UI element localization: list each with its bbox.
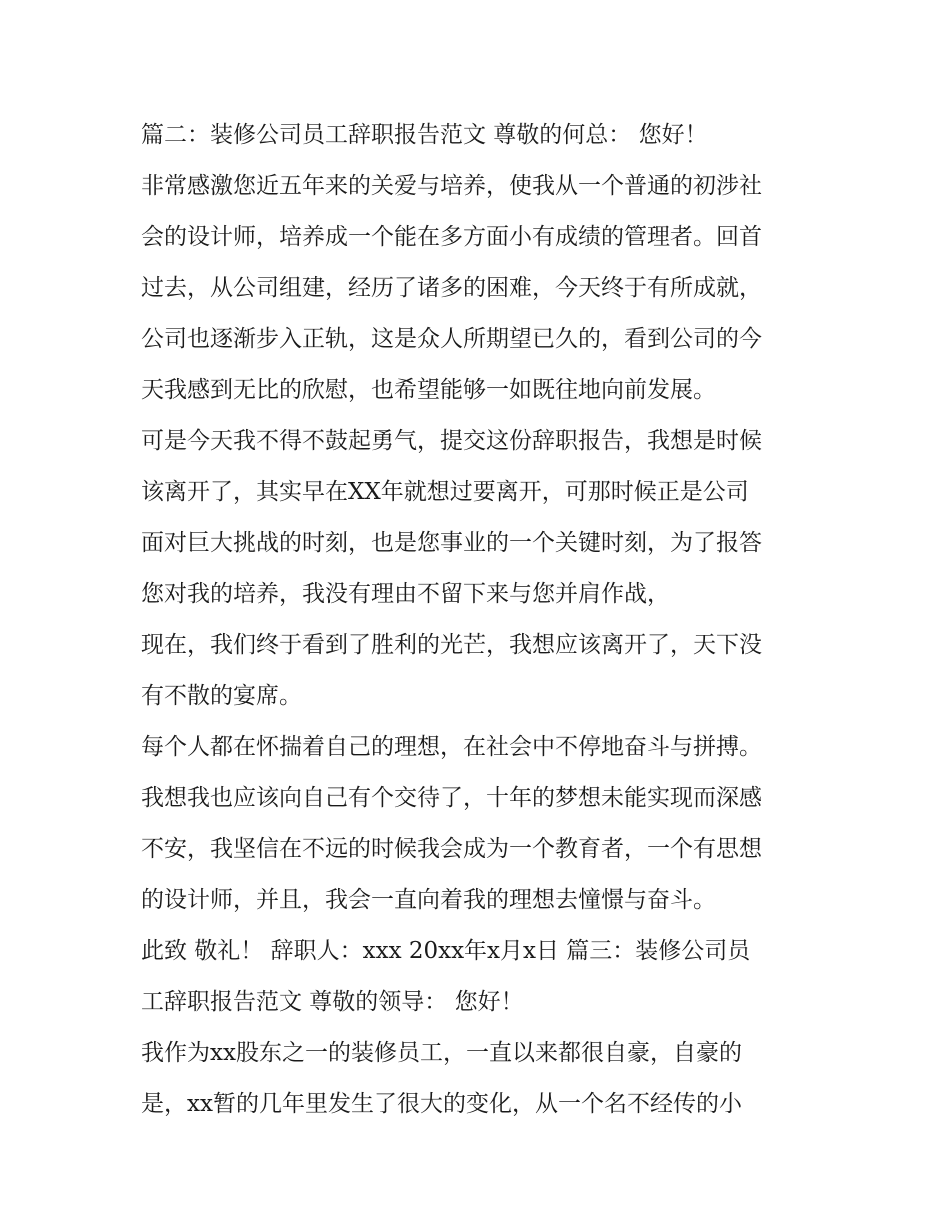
text-line: 我作为xx股东之一的装修员工，一直以来都很自豪，自豪的 bbox=[141, 1040, 742, 1066]
paragraph-ideals bbox=[141, 722, 821, 926]
document-body bbox=[141, 110, 821, 1130]
paragraph-closing bbox=[141, 926, 821, 1028]
text-line: 过去，从公司组建，经历了诸多的困难，今天终于有所成就， bbox=[141, 275, 762, 301]
text-line: 面对巨大挑战的时刻，也是您事业的一个关键时刻，为了报答 bbox=[141, 530, 762, 556]
text-line: 篇二：装修公司员工辞职报告范文 尊敬的何总： 您好！ bbox=[141, 122, 708, 148]
text-line: 工辞职报告范文 尊敬的领导： 您好！ bbox=[141, 989, 524, 1015]
paragraph-heading bbox=[141, 110, 821, 161]
text-line: 是，xx暂的几年里发生了很大的变化，从一个名不经传的小 bbox=[141, 1091, 742, 1117]
text-line: 我想我也应该向自己有个交待了，十年的梦想未能实现而深感 bbox=[141, 785, 762, 811]
paragraph-gratitude bbox=[141, 161, 821, 416]
paragraph-shareholder bbox=[141, 1028, 821, 1130]
text-line: 不安，我坚信在不远的时候我会成为一个教育者，一个有思想 bbox=[141, 836, 762, 862]
text-line: 现在，我们终于看到了胜利的光芒，我想应该离开了，天下没 bbox=[141, 632, 762, 658]
text-line: 有不散的宴席。 bbox=[141, 683, 302, 709]
text-line: 会的设计师，培养成一个能在多方面小有成绩的管理者。回首 bbox=[141, 224, 762, 250]
paragraph-resignation bbox=[141, 416, 821, 620]
text-line: 该离开了，其实早在XX年就想过要离开，可那时候正是公司 bbox=[141, 479, 749, 505]
text-line: 每个人都在怀揣着自己的理想，在社会中不停地奋斗与拼搏。 bbox=[141, 734, 762, 760]
text-line: 的设计师，并且，我会一直向着我的理想去憧憬与奋斗。 bbox=[141, 887, 716, 913]
text-line: 非常感激您近五年来的关爱与培养，使我从一个普通的初涉社 bbox=[141, 173, 762, 199]
text-line: 您对我的培养，我没有理由不留下来与您并肩作战， bbox=[141, 581, 670, 607]
paragraph-now bbox=[141, 620, 821, 722]
text-line: 可是今天我不得不鼓起勇气，提交这份辞职报告，我想是时候 bbox=[141, 428, 762, 454]
text-line: 此致 敬礼！ 辞职人：xxx 20xx年x月x日 篇三：装修公司员 bbox=[141, 938, 751, 964]
text-line: 天我感到无比的欣慰，也希望能够一如既往地向前发展。 bbox=[141, 377, 716, 403]
text-line: 公司也逐渐步入正轨，这是众人所期望已久的，看到公司的今 bbox=[141, 326, 762, 352]
